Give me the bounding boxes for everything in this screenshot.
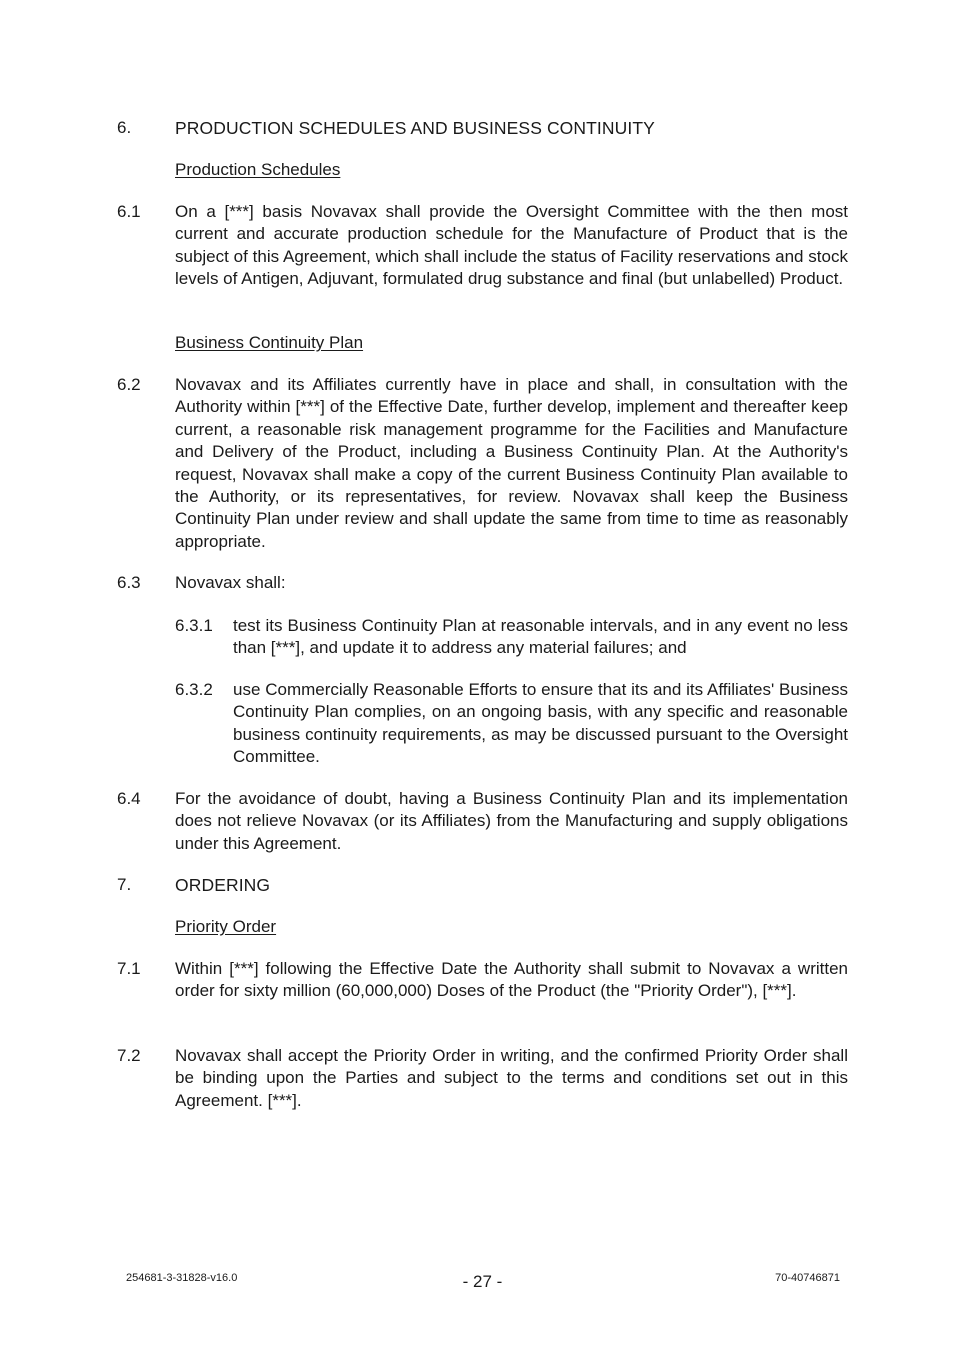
footer-file-reference: 70-40746871 (775, 1272, 840, 1284)
subclause-number: 6.3.1 (175, 616, 213, 635)
clause-number: 6.3 (117, 573, 141, 592)
section-number: 6. (117, 118, 132, 137)
clause-number: 6.1 (117, 202, 141, 221)
footer-document-reference: 254681-3-31828-v16.0 (126, 1272, 238, 1284)
footer-page-number: - 27 - (462, 1272, 503, 1291)
subclause-number: 6.3.2 (175, 680, 213, 699)
clause-number: 6.4 (117, 789, 141, 808)
clause-text: Novavax shall: (175, 573, 286, 592)
subclause-text: use Commercially Reasonable Efforts to ensure that its and its Affiliates' Business Continuity Plan complies, on an ongoing basis, with any specific and reasonable business continuity requirements, as may be discussed pursuant to the Oversight Committee. (233, 680, 848, 767)
clause-text: Novavax shall accept the Priority Order in writing, and the confirmed Priority Order shall be binding upon the Parties and subject to the terms and conditions set out in this Agreement. [***]. (175, 1046, 848, 1110)
section-title: PRODUCTION SCHEDULES AND BUSINESS CONTINUITY (175, 118, 655, 138)
subheading-priority-order: Priority Order (175, 917, 277, 936)
section-number: 7. (117, 875, 132, 894)
clause-text: Within [***] following the Effective Date the Authority shall submit to Novavax a written order for sixty million (60,000,000) Doses of the Product (the "Priority Order"), [***]. (175, 959, 848, 1001)
subclause-text: test its Business Continuity Plan at reasonable intervals, and in any event no less than [***], and update it to address any material failures; and (233, 616, 848, 658)
clause-number: 7.2 (117, 1046, 141, 1065)
clause-number: 7.1 (117, 959, 141, 978)
clause-text: For the avoidance of doubt, having a Business Continuity Plan and its implementation does not relieve Novavax (or its Affiliates) from the Manufacturing and supply obligations under this Agreement. (175, 789, 848, 853)
section-title: ORDERING (175, 875, 271, 895)
clause-number: 6.2 (117, 375, 141, 394)
clause-text: On a [***] basis Novavax shall provide the Oversight Committee with the then most current and accurate production schedule for the Manufacture of Product that is the subject of this Agreement, which shall include the status of Facility reservations and stock levels of Antigen, Adjuvant, formulated drug substance and final (but unlabelled) Product. (175, 202, 848, 289)
subheading-business-continuity-plan: Business Continuity Plan (175, 333, 364, 352)
clause-text: Novavax and its Affiliates currently have in place and shall, in consultation with the Authority within [***] of the Effective Date, further develop, implement and thereafter keep current, a reasonable risk management programme for the Facilities and Manufacture and Delivery of the Product, including a Business Continuity Plan. At the Authority's request, Novavax shall make a copy of the current Business Continuity Plan available to the Authority, or its representatives, for review. Novavax shall keep the Business Continuity Plan under review and shall update the same from time to time as reasonably appropriate. (175, 375, 848, 551)
subheading-production-schedules: Production Schedules (175, 160, 341, 179)
